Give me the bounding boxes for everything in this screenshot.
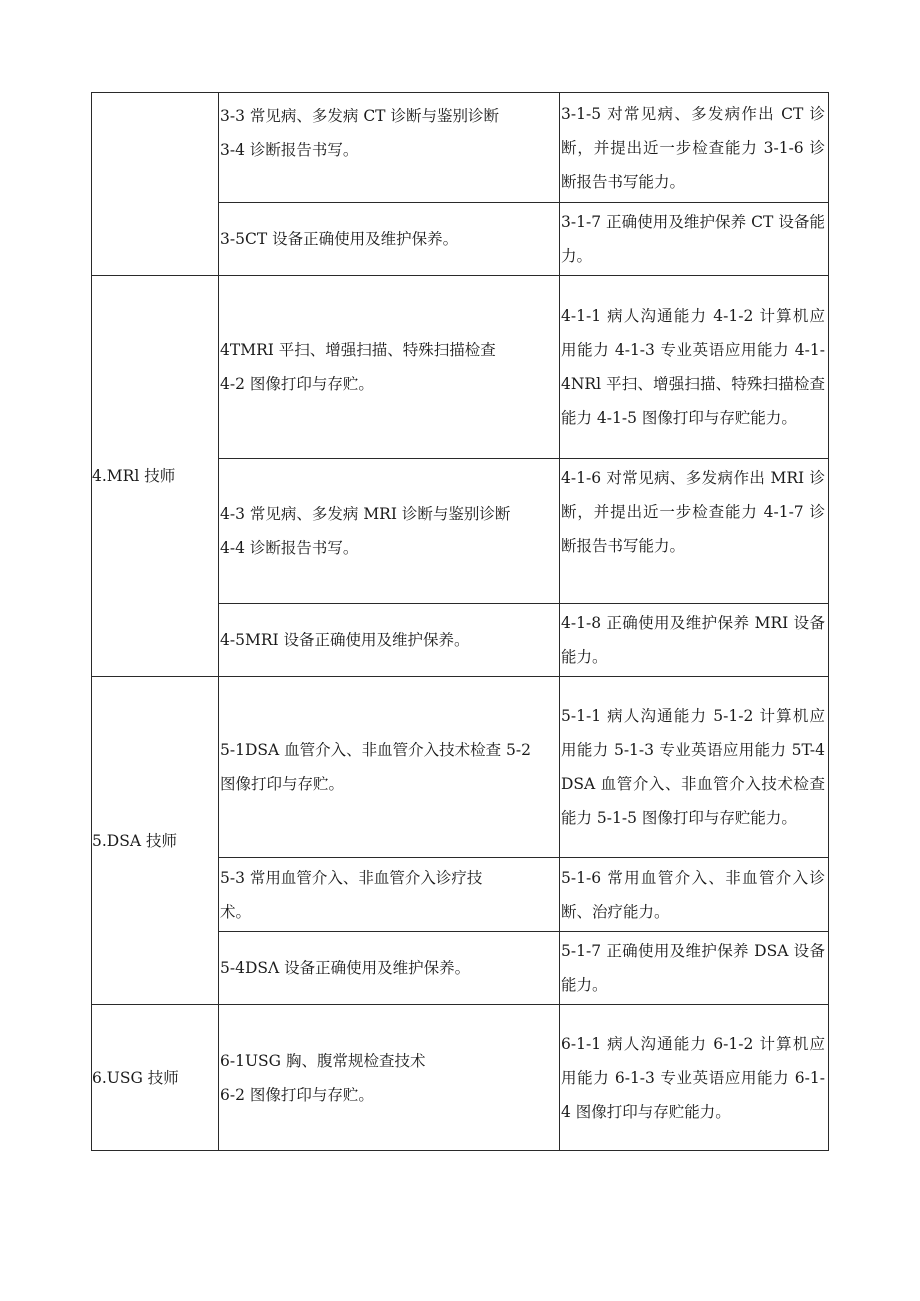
training-content-table — [91, 92, 829, 1151]
ability-text: 5-1-1 病人沟通能力 5-1-2 计算机应用能力 5-1-3 专业英语应用能力 5T-4DSA 血管介入、非血管介入技术检查能力 5-1-5 图像打印与存贮能力。 — [561, 707, 825, 827]
ability-text: 4-1-8 正确使用及维护保养 MRI 设备能力。 — [561, 614, 825, 666]
ability-cell — [560, 677, 829, 858]
content-line: 4-4 诊断报告书写。 — [220, 539, 359, 557]
ability-cell — [560, 276, 829, 459]
content-line: 6-1USG 胸、腹常规检查技术 — [220, 1051, 426, 1070]
ability-text: 5-1-7 正确使用及维护保养 DSA 设备能力。 — [561, 942, 825, 994]
content-cell — [219, 203, 560, 276]
content-line: 图像打印与存贮。 — [220, 775, 345, 793]
ability-cell — [560, 604, 829, 677]
content-cell — [219, 459, 560, 604]
content-line: 术。 — [220, 902, 252, 921]
content-cell — [219, 677, 560, 858]
table-row — [92, 93, 829, 203]
ability-cell — [560, 932, 829, 1005]
role-cell-ct — [92, 93, 219, 276]
ability-cell — [560, 93, 829, 203]
content-cell — [219, 1005, 560, 1151]
ability-text: 5-1-6 常用血管介入、非血管介入诊断、治疗能力。 — [561, 868, 825, 921]
role-cell-usg — [92, 1005, 219, 1151]
ability-cell — [560, 1005, 829, 1151]
content-cell — [219, 93, 560, 203]
table-row — [92, 677, 829, 858]
ability-cell — [560, 203, 829, 276]
content-line: 3-3 常见病、多发病 CT 诊断与鉴别诊断 — [220, 107, 499, 125]
role-cell-mri — [92, 276, 219, 677]
ability-text: 4-1-6 对常见病、多发病作出 MRI 诊断，并提出近一步检查能力 4-1-7 诊断报告书写能力。 — [561, 469, 825, 555]
ability-text: 3-1-7 正确使用及维护保养 CT 设备能力。 — [561, 213, 825, 265]
content-cell — [219, 276, 560, 459]
content-line: 3-4 诊断报告书写。 — [220, 141, 359, 159]
table-row — [92, 276, 829, 459]
content-line: 5-4DSΛ 设备正确使用及维护保养。 — [220, 959, 471, 977]
ability-text: 6-1-1 病人沟通能力 6-1-2 计算机应用能力 6-1-3 专业英语应用能力 6-1-4 图像打印与存贮能力。 — [561, 1034, 825, 1121]
content-line: 4-5MRI 设备正确使用及维护保养。 — [220, 631, 470, 649]
role-label: 4.MRl 技师 — [92, 467, 176, 485]
ability-cell — [560, 858, 829, 932]
content-line: 3-5CT 设备正确使用及维护保养。 — [220, 230, 459, 248]
ability-text: 4-1-1 病人沟通能力 4-1-2 计算机应用能力 4-1-3 专业英语应用能力 4-1-4NRl 平扫、增强扫描、特殊扫描检查能力 4-1-5 图像打印与存贮能力。 — [561, 307, 825, 427]
role-label: 6.USG 技师 — [92, 1068, 179, 1087]
content-line: 4TMRI 平扫、增强扫描、特殊扫描检查 — [220, 341, 496, 359]
content-cell — [219, 858, 560, 932]
role-cell-dsa — [92, 677, 219, 1005]
content-line: 4-2 图像打印与存贮。 — [220, 375, 374, 393]
content-cell — [219, 604, 560, 677]
content-cell — [219, 932, 560, 1005]
ability-cell — [560, 459, 829, 604]
content-line: 5-1DSA 血管介入、非血管介入技术检查 5-2 — [220, 741, 532, 759]
role-label: 5.DSA 技师 — [92, 831, 177, 850]
content-line: 5-3 常用血管介入、非血管介入诊疗技 — [220, 868, 483, 887]
ability-text: 3-1-5 对常见病、多发病作出 CT 诊断，并提出近一步检查能力 3-1-6 诊断报告书写能力。 — [561, 104, 825, 191]
table-row — [92, 1005, 829, 1151]
content-line: 4-3 常见病、多发病 MRI 诊断与鉴别诊断 — [220, 505, 511, 523]
content-line: 6-2 图像打印与存贮。 — [220, 1085, 374, 1104]
